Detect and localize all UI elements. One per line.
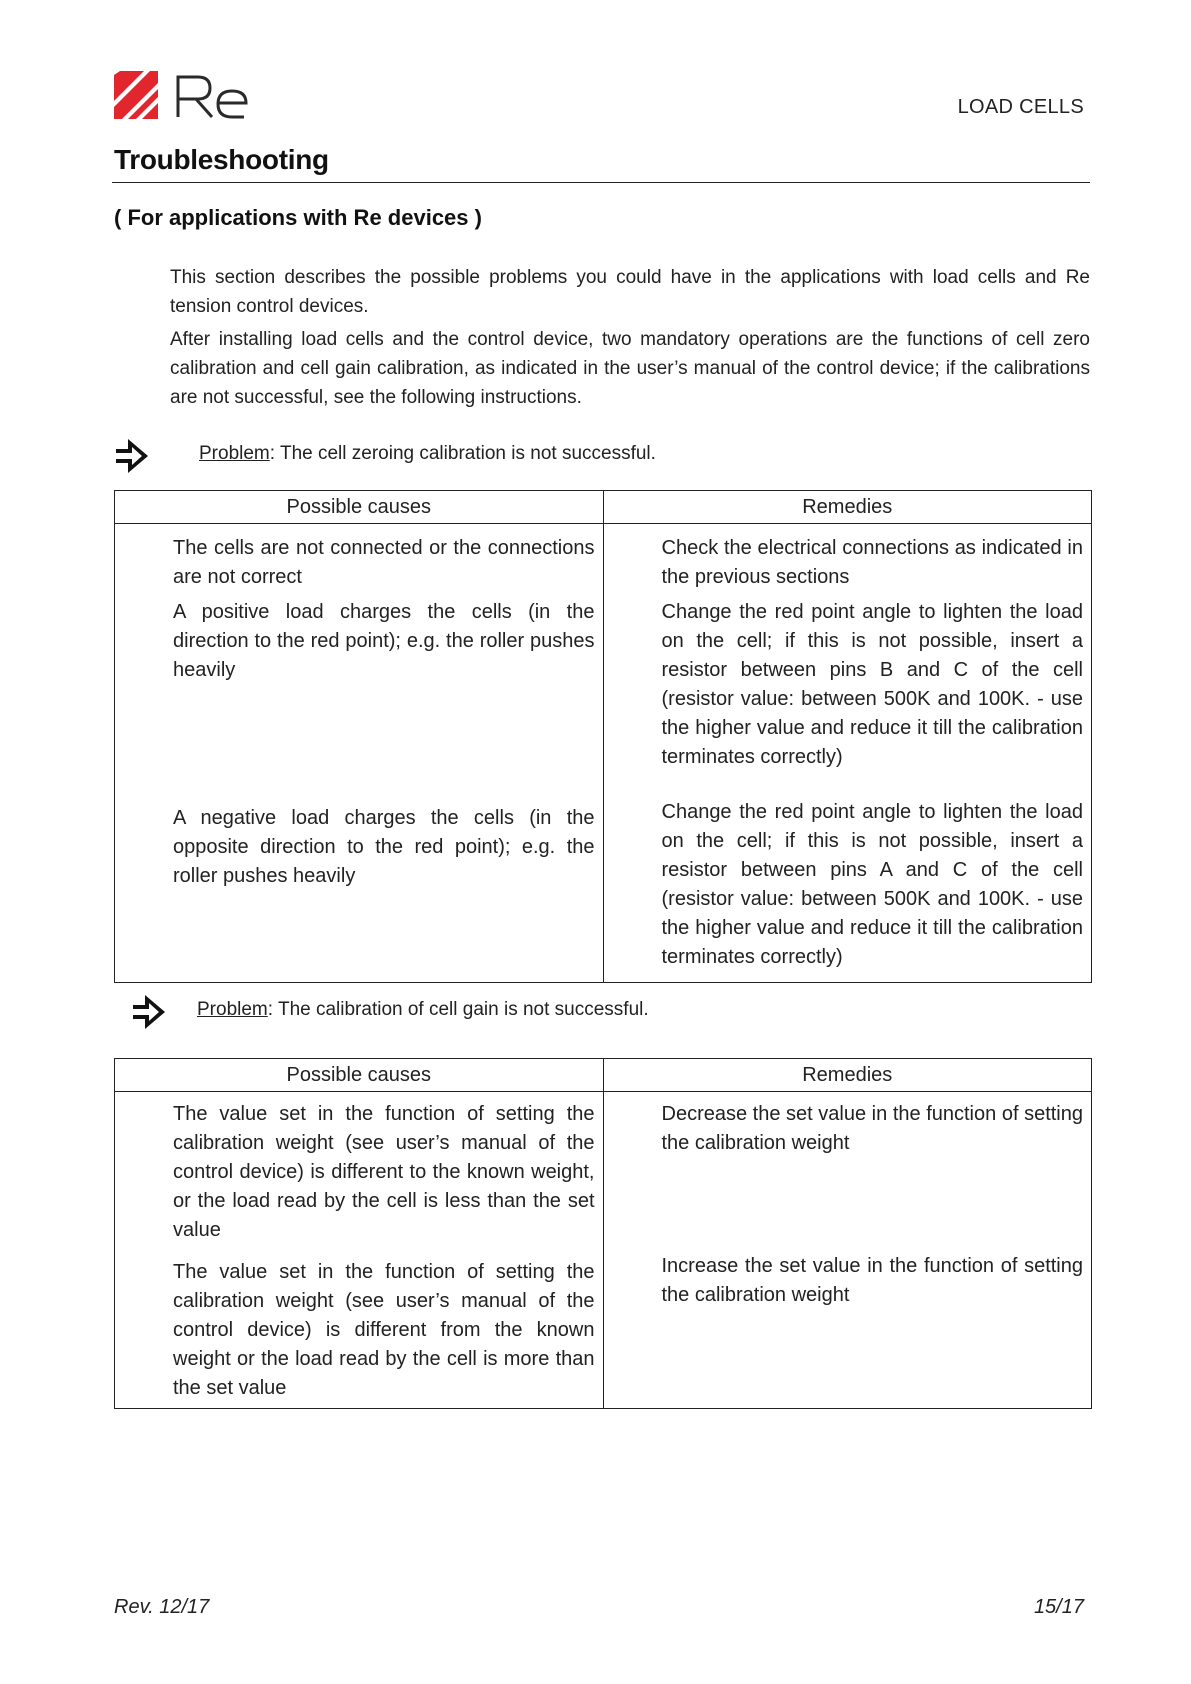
cause-cell — [115, 1092, 604, 1259]
problem-label: Problem — [199, 443, 270, 464]
cause-cell — [115, 524, 604, 799]
company-logo — [114, 71, 254, 121]
cause-cell — [115, 1258, 604, 1409]
right-arrow-icon — [114, 437, 150, 475]
column-header: Remedies — [603, 491, 1092, 524]
remedy-cell — [603, 524, 1092, 799]
problem-label: Problem — [197, 999, 268, 1020]
remedy-text: Check the electrical connections as indicated in the previous sections — [661, 537, 1083, 588]
problem-heading — [114, 437, 656, 475]
cause-text: A negative load charges the cells (in the opposite direction to the red point); e.g. the roller pushes heavily — [173, 807, 595, 887]
cause-cell — [115, 798, 604, 983]
table-row — [115, 1258, 1092, 1409]
troubleshooting-table — [114, 1058, 1092, 1409]
intro-text — [170, 263, 1090, 416]
intro-paragraph: After installing load cells and the control device, two mandatory operations are the functions of cell zero calibration and cell gain calibration, as indicated in the user’s manual of the control device; if the calibrations are not successful, see the following instructions. — [170, 329, 1090, 408]
cause-text: The cells are not connected or the connections are not correct — [173, 537, 595, 588]
problem-text: : The cell zeroing calibration is not successful. — [269, 443, 656, 464]
column-header: Possible causes — [115, 491, 604, 524]
problem-text: : The calibration of cell gain is not successful. — [267, 999, 649, 1020]
cause-text: The value set in the function of setting the calibration weight (see user’s manual of the control device) is different to the known weight, or the load read by the cell is less than the set value — [173, 1103, 595, 1241]
intro-paragraph: This section describes the possible problems you could have in the applications with load cells and Re tension control devices. — [170, 267, 1090, 317]
page-subtitle: ( For applications with Re devices ) — [114, 205, 482, 230]
column-header: Possible causes — [115, 1059, 604, 1092]
cause-text: The value set in the function of setting the calibration weight (see user’s manual of the control device) is different from the known weight or the load read by the cell is more than the set value — [173, 1261, 595, 1399]
remedy-cell — [603, 1092, 1092, 1259]
remedy-text: Increase the set value in the function of setting the calibration weight — [661, 1255, 1083, 1306]
remedy-text: Decrease the set value in the function of setting the calibration weight — [661, 1103, 1083, 1154]
section-label: LOAD CELLS — [957, 96, 1084, 118]
cause-text: A positive load charges the cells (in the direction to the red point); e.g. the roller pushes heavily — [173, 601, 595, 681]
troubleshooting-table — [114, 490, 1092, 983]
remedy-text: Change the red point angle to lighten the load on the cell; if this is not possible, insert a resistor between pins B and C of the cell (resistor value: between 500K and 100K. - use the higher value and reduce it till the calibration terminates correctly) — [661, 601, 1083, 768]
page-number: 15/17 — [1033, 1596, 1084, 1618]
table-row — [115, 524, 1092, 799]
remedy-text: Change the red point angle to lighten the load on the cell; if this is not possible, insert a resistor between pins A and C of the cell (resistor value: between 500K and 100K. - use the higher value and reduce it till the calibration terminates correctly) — [661, 801, 1083, 968]
title-divider — [112, 182, 1090, 183]
table-header-row — [115, 1059, 1092, 1092]
re-logo-icon — [114, 71, 254, 121]
problem-heading — [131, 993, 649, 1031]
remedy-cell — [603, 798, 1092, 983]
remedy-cell — [603, 1255, 1092, 1409]
page-title: Troubleshooting — [114, 144, 329, 175]
table-row — [115, 1092, 1092, 1259]
revision-label: Rev. 12/17 — [114, 1596, 210, 1618]
table-row — [115, 798, 1092, 983]
column-header: Remedies — [603, 1059, 1092, 1092]
table-header-row — [115, 491, 1092, 524]
right-arrow-icon — [131, 993, 167, 1031]
